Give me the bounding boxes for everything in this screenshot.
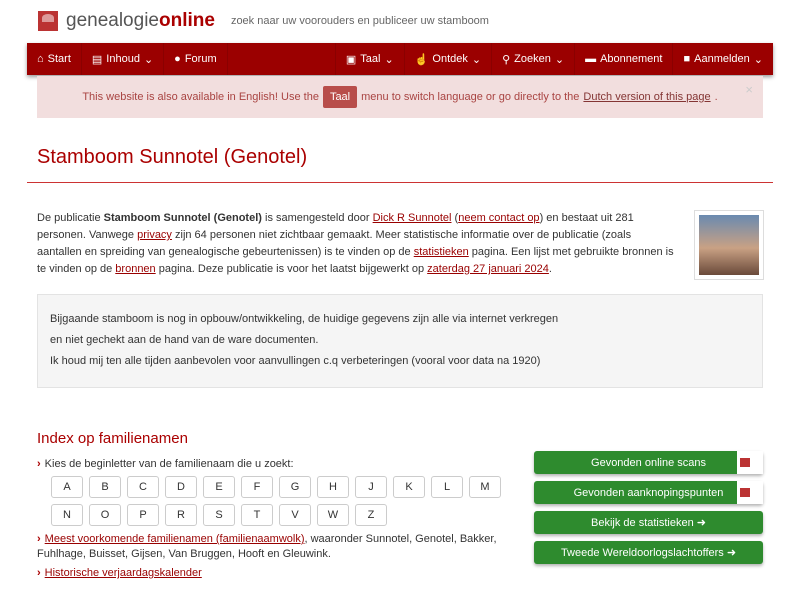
letter-button-A[interactable]: A <box>51 476 83 498</box>
letter-button-E[interactable]: E <box>203 476 235 498</box>
trees-thumbnail-icon <box>737 481 763 504</box>
lock-icon: ■ <box>683 53 691 65</box>
letter-button-R[interactable]: R <box>165 504 197 526</box>
nav-taal[interactable] <box>336 43 405 75</box>
nav-ontdek[interactable] <box>405 43 492 75</box>
statistics-button[interactable] <box>534 511 763 534</box>
nav-label: Zoeken <box>514 53 551 65</box>
nav-zoeken[interactable] <box>492 43 575 75</box>
nav-label: Inhoud <box>106 53 140 65</box>
letter-button-B[interactable]: B <box>89 476 121 498</box>
index-title: Index op familienamen <box>37 430 188 447</box>
chevron-down-icon: ⌄ <box>143 53 154 66</box>
nav-label: Forum <box>184 53 217 65</box>
site-header <box>38 10 489 32</box>
sources-link[interactable]: bronnen <box>115 263 156 275</box>
letter-button-G[interactable]: G <box>279 476 311 498</box>
nav-aanmelden[interactable] <box>673 43 773 75</box>
index-prompt: Kies de beginletter van de familienaam die u zoekt: <box>44 458 294 470</box>
thumbs-up-icon: ☝ <box>414 53 429 66</box>
nav-label: Aanmelden <box>694 53 750 65</box>
nav-label: Abonnement <box>600 53 663 65</box>
brand-logo[interactable]: genealogieonline <box>66 10 215 31</box>
nav-label: Taal <box>360 53 381 65</box>
note-line: Bijgaande stamboom is nog in opbouw/ontwikkeling, de huidige gegevens zijn alle via internet verkregen <box>50 313 559 325</box>
family-name-index <box>37 457 517 585</box>
nav-label: Ontdek <box>432 53 468 65</box>
button-label: Bekijk de statistieken ➜ <box>591 517 706 529</box>
chevron-down-icon: ⌄ <box>384 53 394 66</box>
note-line: Ik houd mij ten alle tijden aanbevolen voor aanvullingen c.q verbeteringen (vooral voor data na 1920) <box>50 355 541 367</box>
divider <box>27 182 773 183</box>
chevron-down-icon: ⌄ <box>554 53 565 66</box>
letter-button-P[interactable]: P <box>127 504 159 526</box>
chevron-down-icon: ⌄ <box>471 53 482 66</box>
common-names-text: , waaronder Sunnotel, Genotel, Bakker, Fuhlhage, Buisset, Gijsen, Van Bruggen, Hooft en Gleuwink. <box>37 533 497 560</box>
contact-link[interactable]: neem contact op <box>458 212 540 224</box>
chevron-down-icon: ⌄ <box>753 53 763 66</box>
letter-button-T[interactable]: T <box>241 504 273 526</box>
button-label: Gevonden aanknopingspunten <box>573 486 724 499</box>
chevron-right-icon: › <box>37 533 41 545</box>
home-icon: ⌂ <box>37 53 44 65</box>
intro-text: De publicatie Stamboom Sunnotel (Genotel) is samengesteld door Dick R Sunnotel (neem contact op) en bestaat uit 281 personen. Vanwege privacy zijn 64 personen niet zichtbaar gemaakt. Meer statistische informatie over de publicatie (zoals aantallen en spreiding van genealogische gebeurtenissen) is te vinden op de statistieken pagina. Een lijst met gebruikte bronnen is te vinden op de bronnen pagina. Deze publicatie is voor het laatst bijgewerkt op zaterdag 27 januari 2024. <box>37 212 674 275</box>
letter-button-Z[interactable]: Z <box>355 504 387 526</box>
nav-inhoud[interactable] <box>82 43 164 75</box>
note-box <box>37 294 763 388</box>
date-link[interactable]: zaterdag 27 januari 2024 <box>427 263 549 275</box>
stats-link[interactable]: statistieken <box>413 246 469 258</box>
letter-button-J[interactable]: J <box>355 476 387 498</box>
language-alert <box>37 76 763 118</box>
letter-button-C[interactable]: C <box>127 476 159 498</box>
search-icon: ⚲ <box>502 53 511 66</box>
comments-icon: ● <box>174 53 181 65</box>
letter-button-W[interactable]: W <box>317 504 349 526</box>
privacy-link[interactable]: privacy <box>137 229 172 241</box>
letter-button-K[interactable]: K <box>393 476 425 498</box>
nav-start[interactable] <box>27 43 82 75</box>
alert-text: . <box>714 91 718 103</box>
button-label: Gevonden online scans <box>591 456 706 469</box>
scans-thumbnail-icon <box>737 451 763 474</box>
chevron-right-icon: › <box>37 458 41 470</box>
letter-button-D[interactable]: D <box>165 476 197 498</box>
translate-icon: ▣ <box>345 53 357 66</box>
letter-grid <box>51 476 517 526</box>
letter-button-F[interactable]: F <box>241 476 273 498</box>
letter-button-H[interactable]: H <box>317 476 349 498</box>
calendar-link[interactable]: Historische verjaardagskalender <box>44 567 202 579</box>
cart-icon: ▬ <box>585 53 597 65</box>
tree-logo-icon[interactable] <box>38 11 58 31</box>
ww2-victims-button[interactable] <box>534 541 763 564</box>
letter-button-S[interactable]: S <box>203 504 235 526</box>
close-icon[interactable]: × <box>745 82 753 97</box>
connection-points-button[interactable] <box>534 481 763 504</box>
letter-button-V[interactable]: V <box>279 504 311 526</box>
nav-spacer <box>228 43 336 75</box>
author-avatar[interactable] <box>694 210 764 280</box>
dutch-version-link[interactable]: Dutch version of this page <box>583 91 711 103</box>
book-icon: ▤ <box>91 53 103 66</box>
alert-text: menu to switch language or go directly to the <box>361 91 580 103</box>
letter-button-L[interactable]: L <box>431 476 463 498</box>
alert-text: This website is also available in English! Use the <box>82 91 319 103</box>
nav-forum[interactable] <box>164 43 227 75</box>
main-nav <box>27 43 773 75</box>
nav-abonnement[interactable] <box>575 43 673 75</box>
common-names-link[interactable]: Meest voorkomende familienamen (familienaamwolk) <box>44 533 305 545</box>
taal-button[interactable]: Taal <box>323 86 357 108</box>
letter-button-N[interactable]: N <box>51 504 83 526</box>
button-label: Tweede Wereldoorlogslachtoffers ➜ <box>560 547 737 559</box>
author-link[interactable]: Dick R Sunnotel <box>372 212 452 224</box>
note-line: en niet gechekt aan de hand van de ware documenten. <box>50 334 319 346</box>
online-scans-button[interactable] <box>534 451 763 474</box>
tagline: zoek naar uw voorouders en publiceer uw stamboom <box>230 15 489 27</box>
chevron-right-icon: › <box>37 567 41 579</box>
page-title: Stamboom Sunnotel (Genotel) <box>37 146 308 168</box>
nav-label: Start <box>47 53 71 65</box>
letter-button-M[interactable]: M <box>469 476 501 498</box>
letter-button-O[interactable]: O <box>89 504 121 526</box>
